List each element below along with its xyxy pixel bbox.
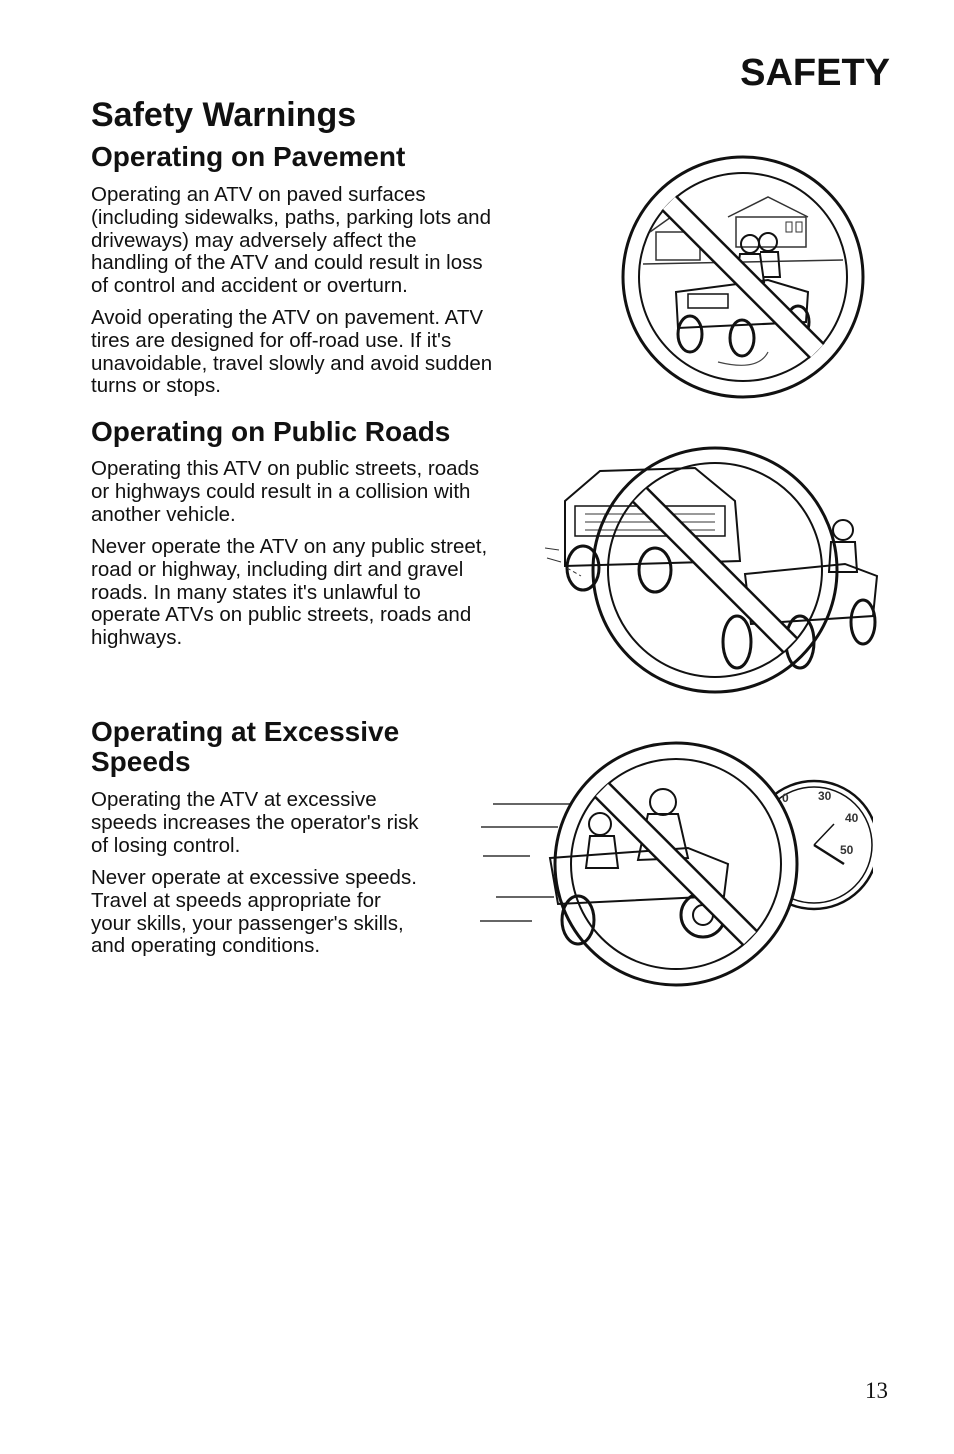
speedometer-label-50: 50: [840, 843, 854, 857]
speedometer-label-0-top: 0: [782, 791, 789, 805]
no-excessive-speed-illustration: [478, 740, 873, 990]
heading-operating-on-pavement: Operating on Pavement: [91, 141, 406, 172]
public-roads-paragraph-1: Operating this ATV on public streets, roads or highways could result in a collision with another vehicle.: [91, 457, 480, 526]
public-roads-paragraph-2: Never operate the ATV on any public street, road or highway, including dirt and gravel roads. In many states it's unlawful to operate ATVs on public streets, roads and highways.: [91, 535, 488, 650]
speedometer-label-40: 40: [845, 811, 859, 825]
excessive-speeds-paragraph-1: Operating the ATV at excessive speeds increases the operator's risk of losing control.: [91, 788, 419, 857]
page-number: 13: [865, 1378, 888, 1403]
pavement-paragraph-1: Operating an ATV on paved surfaces (including sidewalks, paths, parking lots and driveways) may adversely affect the handling of the ATV and could result in loss of control and accident or overturn.: [91, 183, 491, 298]
heading-operating-at-excessive-speeds: Operating at Excessive Speeds: [91, 716, 400, 777]
no-atv-on-pavement-illustration: [618, 152, 868, 402]
excessive-speeds-paragraph-2: Never operate at excessive speeds. Travel at speeds appropriate for your skills, your passenger's skills, and operating conditions.: [91, 866, 417, 958]
pavement-paragraph-2: Avoid operating the ATV on pavement. ATV tires are designed for off-road use. If it's unavoidable, travel slowly and avoid sudden turns or stops.: [91, 306, 493, 398]
heading-operating-on-public-roads: Operating on Public Roads: [91, 416, 451, 447]
safety-section-title: SAFETY: [740, 52, 890, 94]
speedometer-label-30: 30: [818, 789, 832, 803]
page-title: Safety Warnings: [91, 96, 357, 134]
no-atv-on-public-roads-illustration: [545, 446, 890, 698]
